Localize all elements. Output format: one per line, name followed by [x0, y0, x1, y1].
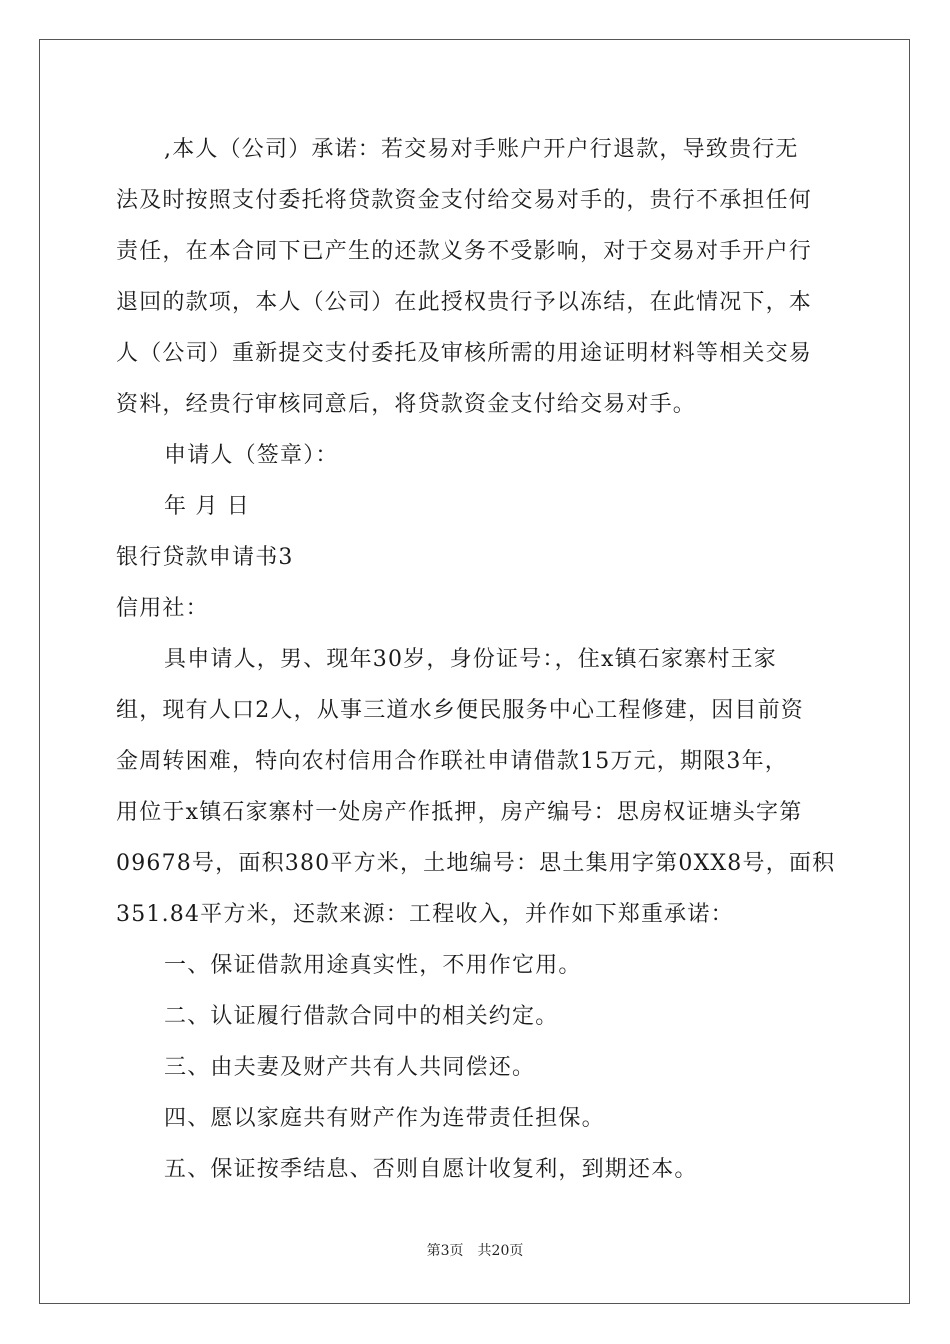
- addressee: 信用社：: [116, 596, 209, 621]
- pledge-item: 四、愿以家庭共有财产作为连带责任担保。: [164, 1106, 605, 1131]
- paragraph-line: ,本人（公司）承诺：若交易对手账户开户行退款，导致贵行无: [164, 137, 799, 162]
- paragraph-line: 351.84平方米，还款来源：工程收入，并作如下郑重承诺：: [116, 902, 734, 927]
- paragraph-line: 09678号，面积380平方米，土地编号：思土集用字第0XX8号，面积: [116, 851, 836, 876]
- signature-label: 申请人（签章）：: [164, 443, 339, 468]
- paragraph-line: 责任，在本合同下已产生的还款义务不受影响，对于交易对手开户行: [116, 239, 813, 264]
- document-body: [116, 124, 836, 1195]
- paragraph-line: 金周转困难，特向农村信用合作联社申请借款15万元，期限3年，: [116, 749, 788, 774]
- pledge-item: 五、保证按季结息、否则自愿计收复利，到期还本。: [164, 1157, 698, 1182]
- page-number: 第3页: [426, 1243, 464, 1259]
- paragraph-line: 组，现有人口2人，从事三道水乡便民服务中心工程修建，因目前资: [116, 698, 804, 723]
- paragraph-line: 具申请人，男、现年30岁，身份证号：，住x镇石家寨村王家: [164, 647, 778, 672]
- paragraph-line: 法及时按照支付委托将贷款资金支付给交易对手的，贵行不承担任何: [116, 188, 813, 213]
- pledge-item: 一、保证借款用途真实性，不用作它用。: [164, 953, 582, 978]
- section-title: 银行贷款申请书3: [116, 545, 294, 570]
- paragraph-line: 用位于x镇石家寨村一处房产作抵押，房产编号：思房权证塘头字第: [116, 800, 803, 825]
- pledge-item: 三、由夫妻及财产共有人共同偿还。: [164, 1055, 536, 1080]
- paragraph-line: 退回的款项，本人（公司）在此授权贵行予以冻结，在此情况下，本: [116, 290, 813, 315]
- page-footer: [0, 1240, 950, 1260]
- pledge-item: 二、认证履行借款合同中的相关约定。: [164, 1004, 559, 1029]
- page-total: 共20页: [477, 1243, 524, 1259]
- date-line: 年 月 日: [164, 494, 250, 519]
- paragraph-line: 资料，经贵行审核同意后，将贷款资金支付给交易对手。: [116, 392, 697, 417]
- paragraph-line: 人（公司）重新提交支付委托及审核所需的用途证明材料等相关交易: [116, 341, 813, 366]
